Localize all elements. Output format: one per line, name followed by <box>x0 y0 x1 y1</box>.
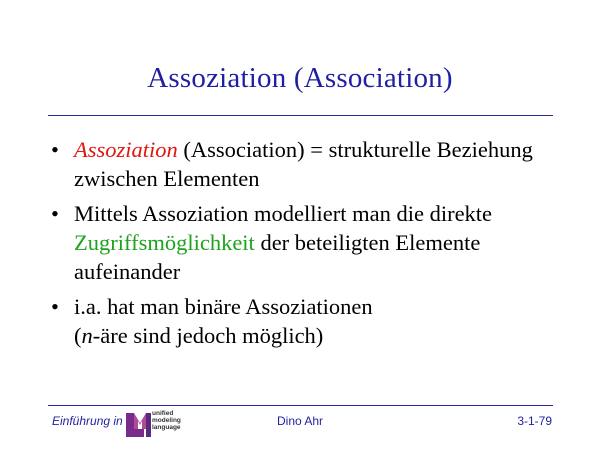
bullet-item-3 <box>50 292 560 350</box>
bullet-marker: • <box>51 201 59 226</box>
bullet-text: ( <box>74 323 82 348</box>
bullet-text: (Association) = strukturelle Beziehung zwischen Elementen <box>74 137 533 191</box>
bullet-list <box>50 135 560 356</box>
logo-line: language <box>152 424 181 431</box>
bullet-marker: • <box>51 294 59 319</box>
bullet-text: -äre sind jedoch möglich) <box>92 323 324 348</box>
bullet-item-1 <box>50 135 560 193</box>
bullet-text: Mittels Assoziation modelliert man die direkte <box>74 201 493 226</box>
italic-n: n <box>81 323 93 348</box>
bullet-item-2 <box>50 199 560 286</box>
logo-line: modeling <box>152 417 181 424</box>
term-assoziation: Assoziation <box>74 137 178 162</box>
slide-title: Assoziation (Association) <box>147 62 453 94</box>
page-number: 3-1-79 <box>517 414 552 428</box>
footer-author: Dino Ahr <box>276 414 324 428</box>
bullet-text: der beteiligten Elemente aufeinander <box>74 230 481 284</box>
title-divider <box>48 115 553 116</box>
footer-divider <box>48 405 553 406</box>
bullet-text: i.a. hat man binäre Assoziationen <box>74 294 373 319</box>
term-zugriffsmoeglichkeit: Zugriffsmöglichkeit <box>74 230 255 255</box>
logo-line: unified <box>152 410 174 417</box>
bullet-marker: • <box>51 137 59 162</box>
footer-intro-text: Einführung in <box>52 414 123 428</box>
